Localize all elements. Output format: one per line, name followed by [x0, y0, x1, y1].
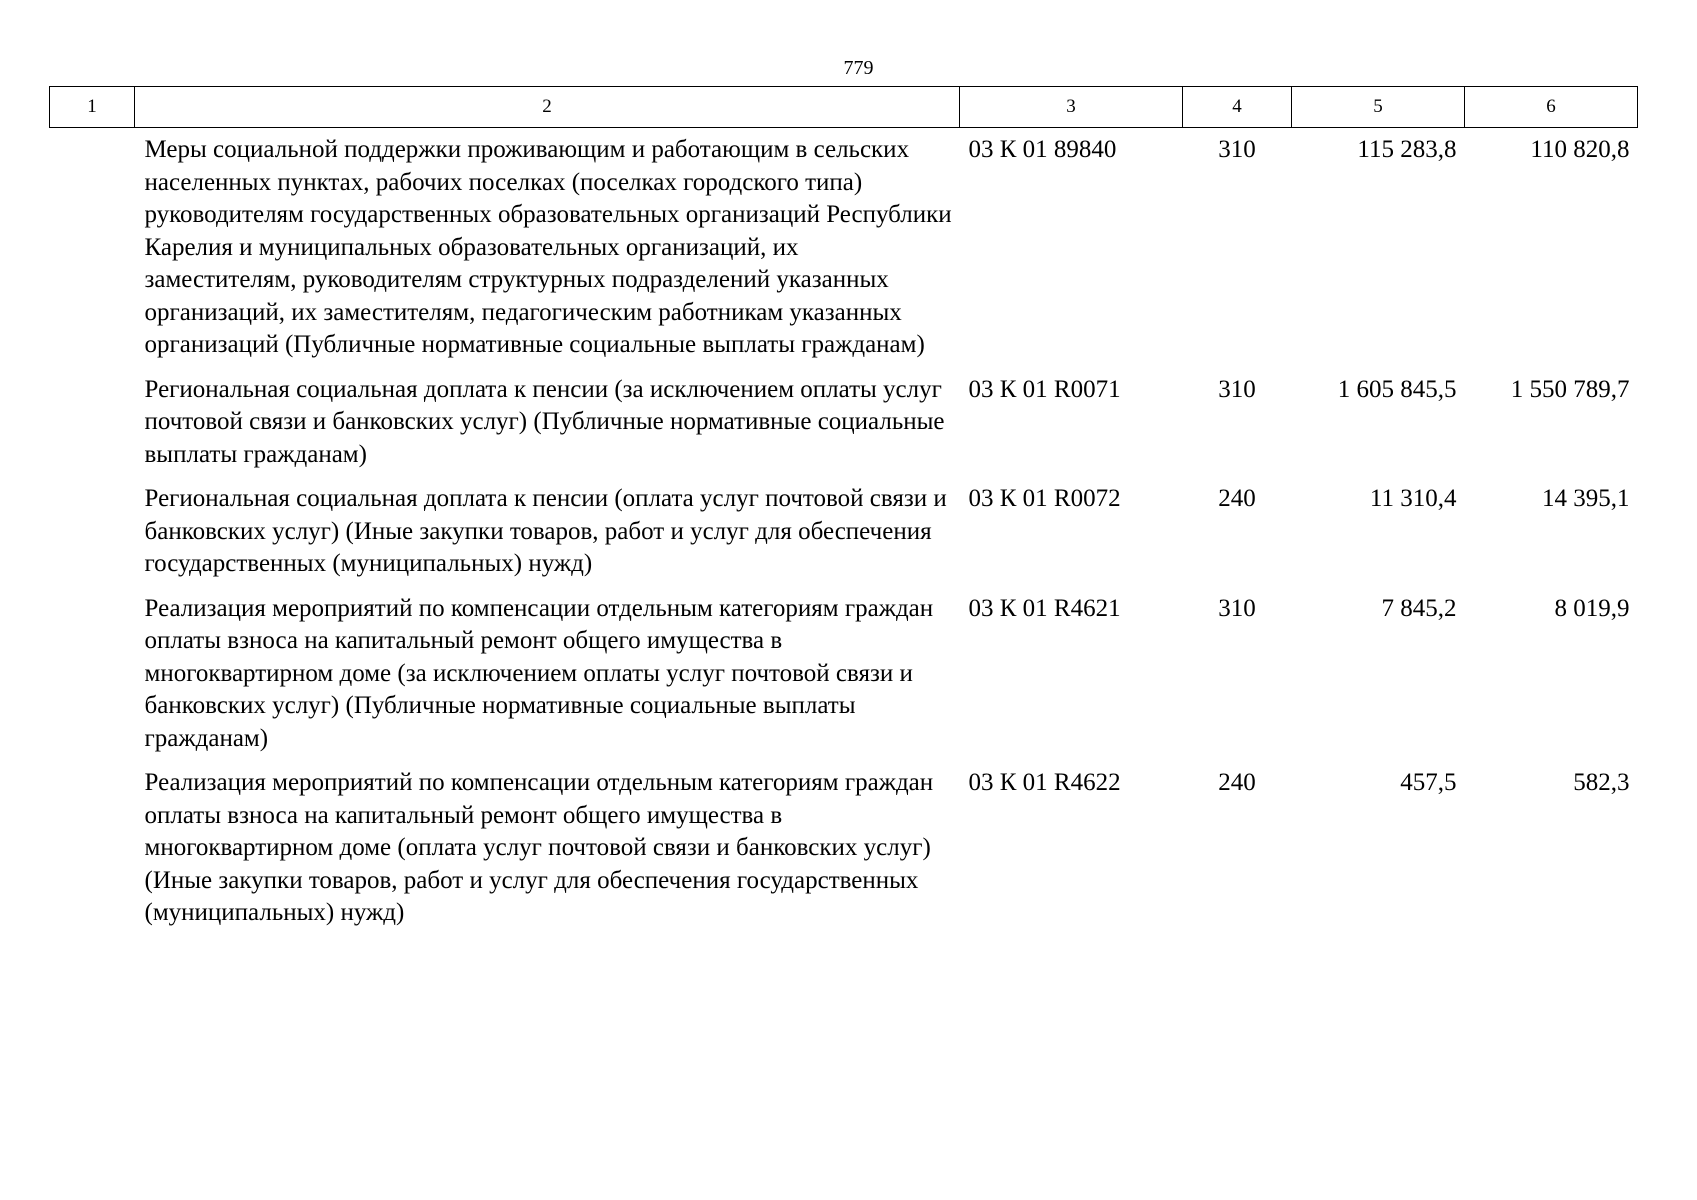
target-code-cell: 03 К 01 R0072 — [968, 485, 1121, 512]
table-row — [50, 374, 1638, 484]
expense-type-cell: 240 — [1218, 485, 1256, 512]
amount-col6-cell: 1 550 789,7 — [1510, 375, 1630, 403]
table-row — [50, 128, 1638, 374]
amount-col6-cell: 110 820,8 — [1530, 136, 1630, 163]
page-number: 779 — [843, 57, 874, 79]
row-number-cell — [50, 128, 135, 374]
header-col-5: 5 — [1292, 87, 1465, 128]
header-col-1: 1 — [50, 87, 135, 128]
expense-type-cell: 310 — [1218, 136, 1256, 163]
amount-col5-cell: 1 605 845,5 — [1337, 375, 1457, 403]
header-col-4: 4 — [1183, 87, 1292, 128]
amount-col6-cell: 8 019,9 — [1554, 594, 1630, 622]
description-cell: Региональная социальная доплата к пенсии (за исключением оплаты услуг почтовой связи и банковских услуг) (Публичные нормативные социальные выплаты гражданам) — [144, 375, 945, 468]
row-number-cell — [50, 483, 135, 593]
expense-type-cell: 310 — [1218, 375, 1256, 403]
target-code-cell: 03 К 01 R4621 — [968, 594, 1121, 622]
header-col-2: 2 — [135, 87, 960, 128]
description-cell: Региональная социальная доплата к пенсии (оплата услуг почтовой связи и банковских услуг) (Иные закупки товаров, работ и услуг для обеспечения государственных (муниципальных) нужд) — [144, 485, 947, 577]
description-cell: Реализация мероприятий по компенсации отдельным категориям граждан оплаты взноса на капитальный ремонт общего имущества в многоквартирном доме (за исключением оплаты услуг почтовой связи и банковских услуг) (Публичные нормативные социальные выплаты гражданам) — [144, 594, 934, 752]
target-code-cell: 03 К 01 R4622 — [968, 769, 1121, 796]
amount-col5-cell: 115 283,8 — [1357, 136, 1457, 163]
description-cell: Меры социальной поддержки проживающим и работающим в сельских населенных пунктах, рабочих поселках (поселках городского типа) руководителям государственных образовательных организаций Республики Карелия и муниципальных образовательных организаций, их заместителям, руководителям структурных подразделений указанных организаций, их заместителям, педагогическим работникам указанных организаций (Публичные нормативные социальные выплаты гражданам) — [144, 136, 952, 358]
expense-type-cell: 240 — [1218, 769, 1256, 796]
row-number-cell — [50, 374, 135, 484]
target-code-cell: 03 К 01 R0071 — [968, 375, 1121, 403]
table-body — [50, 128, 1638, 942]
header-row — [50, 87, 1638, 128]
table-header — [50, 87, 1638, 128]
amount-col5-cell: 457,5 — [1400, 769, 1457, 796]
description-cell: Реализация мероприятий по компенсации отдельным категориям граждан оплаты взноса на капитальный ремонт общего имущества в многоквартирном доме (оплата услуг почтовой связи и банковских услуг) (Иные закупки товаров, работ и услуг для обеспечения государственных (муниципальных) нужд) — [144, 769, 934, 926]
table-row — [50, 767, 1638, 942]
header-col-6: 6 — [1465, 87, 1638, 128]
table-row — [50, 593, 1638, 768]
amount-col6-cell: 582,3 — [1573, 769, 1630, 796]
amount-col6-cell: 14 395,1 — [1542, 485, 1630, 512]
target-code-cell: 03 К 01 89840 — [968, 136, 1117, 163]
table-row — [50, 483, 1638, 593]
row-number-cell — [50, 767, 135, 942]
header-col-3: 3 — [960, 87, 1183, 128]
amount-col5-cell: 11 310,4 — [1369, 485, 1457, 512]
row-number-cell — [50, 593, 135, 768]
amount-col5-cell: 7 845,2 — [1381, 594, 1457, 622]
budget-table — [49, 86, 1638, 942]
expense-type-cell: 310 — [1218, 594, 1256, 622]
